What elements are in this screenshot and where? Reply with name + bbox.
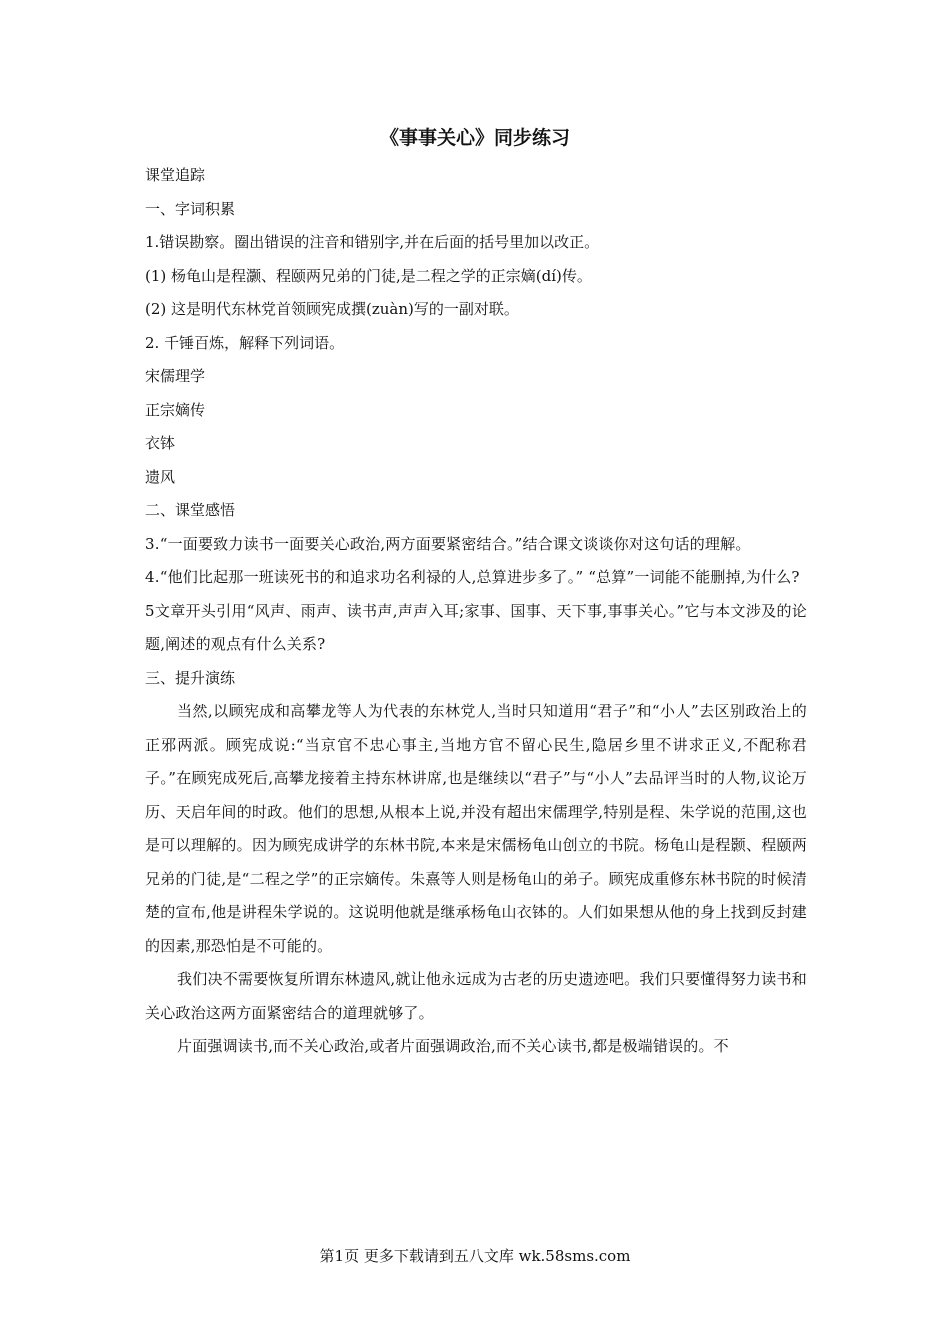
term-item: 衣钵 <box>145 434 176 452</box>
question-1: 1.错误勘察。圈出错误的注音和错别字,并在后面的括号里加以改正。 <box>145 233 600 251</box>
document-body <box>145 159 807 1064</box>
section-heading-vocab: 一、字词积累 <box>145 199 236 218</box>
term-item: 正宗嫡传 <box>145 400 206 419</box>
page-footer: 第1页 更多下载请到五八文库 wk.58sms.com <box>319 1247 631 1265</box>
term-item: 遗风 <box>145 467 176 486</box>
section-heading-insight: 二、课堂感悟 <box>145 501 236 519</box>
passage-paragraph-3: 片面强调读书,而不关心政治,或者片面强调政治,而不关心读书,都是极端错误的。不 <box>177 1037 729 1055</box>
question-2: 2. 千锤百炼，解释下列词语。 <box>145 333 345 352</box>
question-1-item-1: (1) 杨龟山是程灏、程颐两兄弟的门徒,是二程之学的正宗嫡(dí)传。 <box>145 266 592 285</box>
passage-paragraph-2: 我们决不需要恢复所谓东林遗风,就让他永远成为古老的历史遗迹吧。我们只要懂得努力读书和关心政治这两方面紧密结合的道理就够了。 <box>145 970 807 1022</box>
term-item: 宋儒理学 <box>145 367 206 385</box>
section-heading-practice: 三、提升演练 <box>145 668 236 687</box>
question-4: 4.“他们比起那一班读死书的和追求功名利禄的人,总算进步多了。” “总算”一词能不能删掉,为什么? <box>145 568 800 586</box>
question-5: 5文章开头引用“风声、雨声、读书声,声声入耳;家事、国事、天下事,事事关心。”它与本文涉及的论题,阐述的观点有什么关系? <box>145 601 807 653</box>
question-3: 3.“一面要致力读书一面要关心政治,两方面要紧密结合。”结合课文谈谈你对这句话的理解。 <box>145 534 751 553</box>
passage-paragraph-1: 当然,以顾宪成和高攀龙等人为代表的东林党人,当时只知道用“君子”和“小人”去区别政治上的正邪两派。顾宪成说:“当京官不忠心事主,当地方官不留心民生,隐居乡里不讲求正义,不配称君子。”在顾宪成死后,高攀龙接着主持东林讲席,也是继续以“君子”与“小人”去品评当时的人物,议论万历、天启年间的时政。他们的思想,从根本上说,并没有超出宋儒理学,特别是程、朱学说的范围,这也是可以理解的。因为顾宪成讲学的东林书院,本来是宋儒杨龟山创立的书院。杨龟山是程颢、程颐两兄弟的门徒,是“二程之学”的正宗嫡传。朱熹等人则是杨龟山的弟子。顾宪成重修东林书院的时候清楚的宣布,他是讲程朱学说的。这说明他就是继承杨龟山衣钵的。人们如果想从他的身上找到反封建的因素,那恐怕是不可能的。 <box>145 702 807 955</box>
section-heading-class: 课堂追踪 <box>145 166 206 184</box>
question-1-item-2: (2) 这是明代东林党首领顾宪成撰(zuàn)写的一副对联。 <box>145 300 519 318</box>
page-title: 《事事关心》同步练习 <box>379 127 570 149</box>
